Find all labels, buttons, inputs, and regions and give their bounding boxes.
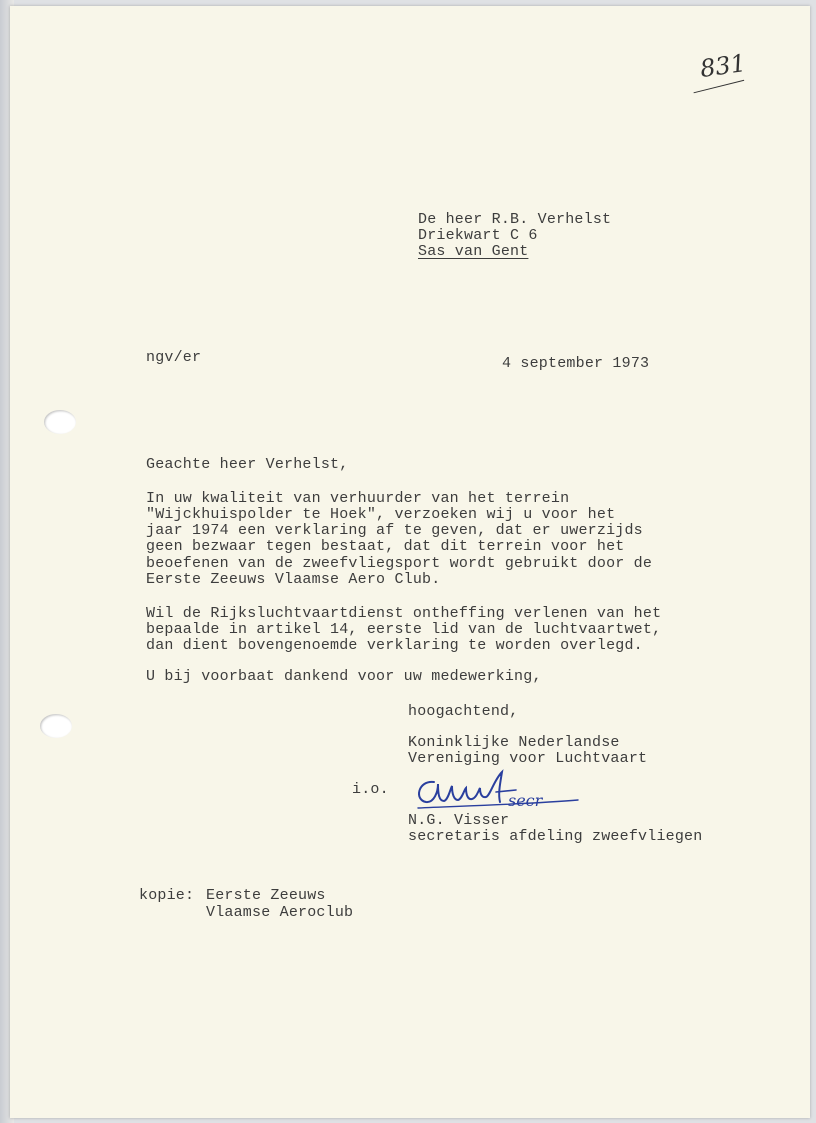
paragraph-line: jaar 1974 een verklaring af te geven, dat er uwerzijds — [146, 522, 643, 539]
signatory-name: N.G. Visser — [408, 812, 510, 829]
file-number: 831 — [698, 48, 748, 84]
recipient-name: De heer R.B. Verhelst — [418, 211, 612, 228]
paragraph-3: U bij voorbaat dankend voor uw medewerking, — [146, 668, 542, 685]
copy-recipient-line-2: Vlaamse Aeroclub — [206, 904, 354, 921]
io-label: i.o. — [352, 781, 389, 798]
copy-label: kopie: — [139, 887, 195, 904]
recipient-city: Sas van Gent — [418, 243, 529, 260]
salutation: Geachte heer Verhelst, — [146, 456, 349, 473]
paragraph-line: In uw kwaliteit van verhuurder van het terrein — [146, 490, 570, 507]
paragraph-line: Eerste Zeeuws Vlaamse Aero Club. — [146, 571, 441, 588]
paragraph-line: Wil de Rijksluchtvaartdienst ontheffing verlenen van het — [146, 605, 662, 622]
signature-note: secr — [508, 791, 543, 810]
handwritten-signature — [412, 768, 582, 816]
paragraph-line: beoefenen van de zweefvliegsport wordt gebruikt door de — [146, 555, 653, 572]
punch-hole-bottom — [40, 714, 72, 738]
copy-recipient-line-1: Eerste Zeeuws — [206, 887, 326, 904]
letter-date: 4 september 1973 — [502, 355, 650, 372]
organization-line-2: Vereniging voor Luchtvaart — [408, 750, 648, 767]
signatory-title: secretaris afdeling zweefvliegen — [408, 828, 703, 845]
reference: ngv/er — [146, 349, 202, 366]
recipient-address: Driekwart C 6 — [418, 227, 538, 244]
paragraph-line: bepaalde in artikel 14, eerste lid van de luchtvaartwet, — [146, 621, 662, 638]
organization-line-1: Koninklijke Nederlandse — [408, 734, 620, 751]
paragraph-line: geen bezwaar tegen bestaat, dat dit terrein voor het — [146, 538, 625, 555]
paragraph-line: dan dient bovengenoemde verklaring te worden overlegd. — [146, 637, 643, 654]
closing: hoogachtend, — [408, 703, 519, 720]
paragraph-line: "Wijckhuispolder te Hoek", verzoeken wij u voor het — [146, 506, 616, 523]
punch-hole-top — [44, 410, 76, 434]
